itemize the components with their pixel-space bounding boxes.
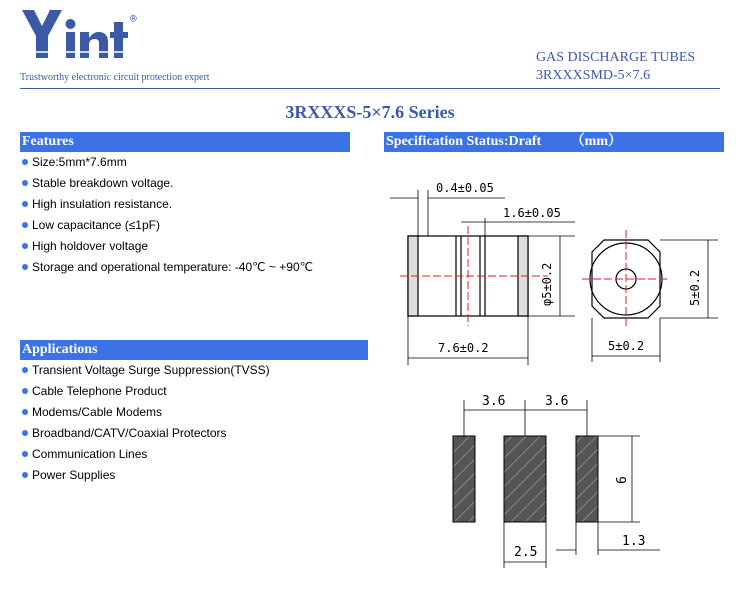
dim-end-width: 5±0.2 — [608, 339, 645, 353]
features-heading: Features — [20, 132, 350, 152]
application-item: Transient Voltage Surge Suppression(TVSS) — [20, 361, 270, 382]
dim-end-height: 5±0.2 — [688, 269, 702, 306]
application-item: Communication Lines — [20, 445, 270, 466]
spec-title: Specification Status:Draft — [386, 134, 542, 149]
dim-pad-height: 6 — [615, 476, 630, 484]
registered-mark: ® — [130, 12, 137, 25]
series-title: 3RXXXS-5×7.6 Series — [285, 102, 455, 122]
feature-item: Stable breakdown voltage. — [20, 174, 313, 195]
feature-item: Storage and operational temperature: -40℃ ~ +90℃ — [20, 258, 313, 279]
dim-band: 1.6±0.05 — [503, 206, 561, 220]
applications-heading: Applications — [20, 340, 368, 360]
application-item: Cable Telephone Product — [20, 382, 270, 403]
part-number: 3RXXXSMD-5×7.6 — [536, 68, 651, 83]
application-item: Power Supplies — [20, 466, 270, 487]
tagline: Trustworthy electronic circuit protection expert — [20, 72, 210, 83]
feature-item: Size:5mm*7.6mm — [20, 153, 313, 174]
dim-pad-pitch-right: 3.6 — [545, 394, 569, 409]
feature-item: Low capacitance (≤1pF) — [20, 216, 313, 237]
dim-side-pad-width: 1.3 — [622, 534, 646, 549]
application-item: Modems/Cable Modems — [20, 403, 270, 424]
dim-pad-pitch-left: 3.6 — [482, 394, 506, 409]
dim-center-pad-width: 2.5 — [514, 545, 538, 560]
feature-item: High insulation resistance. — [20, 195, 313, 216]
dim-gap: 0.4±0.05 — [436, 181, 494, 195]
dim-length: 7.6±0.2 — [438, 341, 489, 355]
dim-diameter: φ5±0.2 — [540, 262, 554, 306]
feature-item: High holdover voltage — [20, 237, 313, 258]
product-category: GAS DISCHARGE TUBES — [536, 50, 696, 65]
spec-unit: （mm） — [570, 134, 622, 149]
application-item: Broadband/CATV/Coaxial Protectors — [20, 424, 270, 445]
